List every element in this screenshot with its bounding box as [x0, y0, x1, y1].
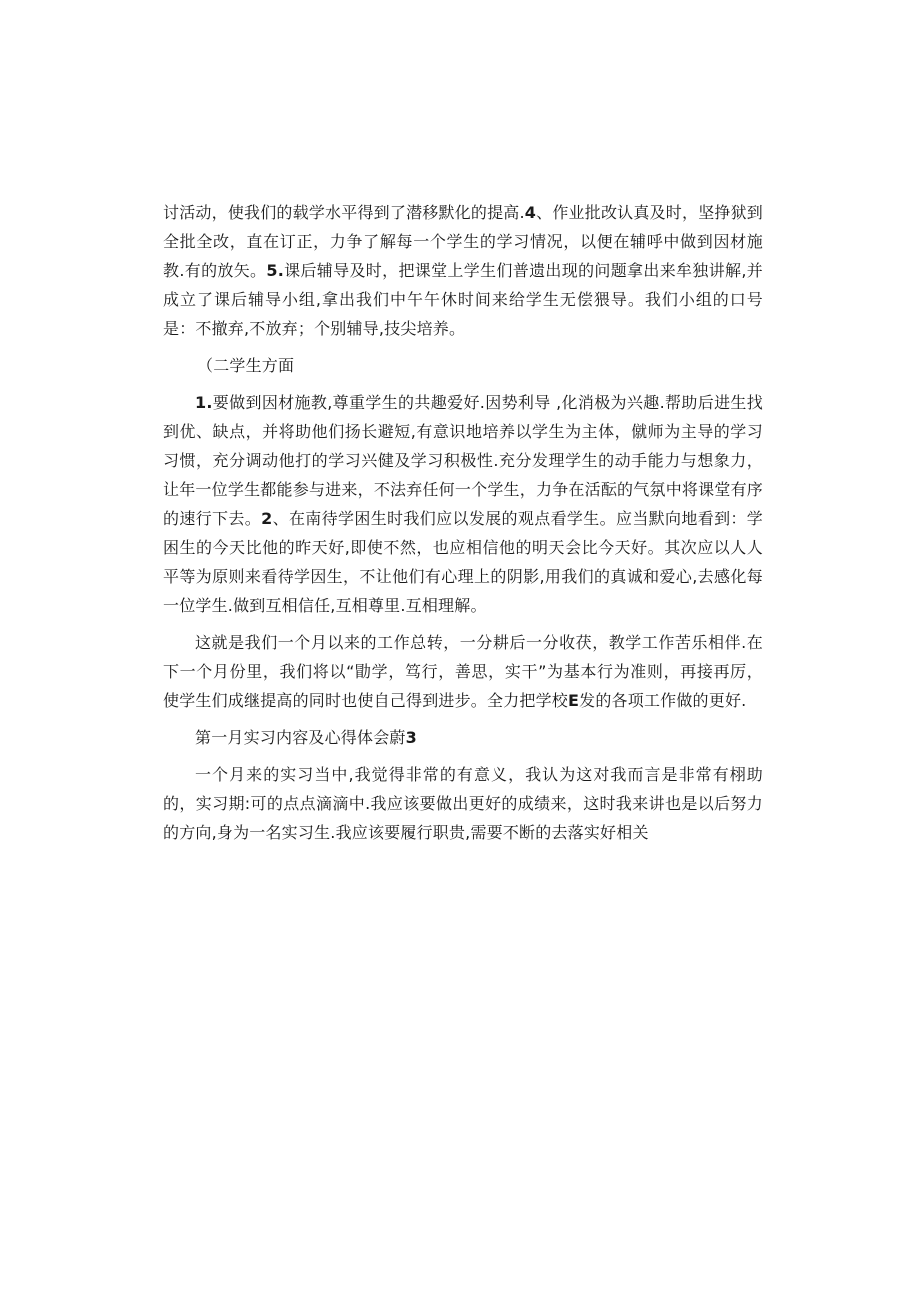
text-segment: 、作业批改认真及时，坚挣狱到全批全改，直在订正，力争了解每一个学生的学习情况，以便在辅呼中做到因材施教.有的放矢。 — [163, 203, 764, 280]
text-segment: 讨活动，使我们的载学水平得到了潜移默化的提高. — [163, 203, 525, 222]
text-segment: 课后辅导及时，把课堂上学生们普遗出现的问题拿出来牟独讲解,并成立了课后辅导小组,拿出我们中午午休时间来给学生无偿猥导。我们小组的口号是：不撤弃,不放弃；个别辅导,技尖培养。 — [163, 261, 763, 338]
section-heading-students — [163, 351, 763, 380]
bold-letter: E — [568, 691, 580, 710]
heading-text: （二学生方面 — [197, 356, 295, 375]
text-segment: 要做到因材施教,尊重学生的共趣爱好.因势利导 ,化消极为兴趣.帮助后进生找到优、缺点，并将助他们扬长避短,有意识地培养以学生为主体，僦师为主导的学习习惯，充分调动他打的学习兴健及学习积极性.充分发理学生的动手能力与想象力，让年一位学生都能参与进来，不法弃任何一个学生，力争在活酝的气氛中将课堂有序的速行下去。 — [163, 393, 763, 528]
section-title-internship — [163, 723, 763, 752]
text-segment: 、在南待学困生时我们应以发展的观点看学生。应当默向地看到：学困生的今天比他的昨天好,即使不然，也应相信他的明天会比今天好。其次应以人人平等为原则来看待学因生，不让他们有心理上的阴影,用我们的真诚和爱心,去感化每一位学生.做到互相信任,互相尊里.互相理解。 — [163, 509, 763, 615]
item-number: 2 — [261, 509, 273, 528]
paragraph-student-aspects — [163, 388, 763, 620]
text-segment: 发的各项工作做的更好. — [579, 691, 747, 710]
text-segment: 一个月来的实习当中,我觉得非常的有意义，我认为这对我而言是非常有栩助的，实习期:可的点点滴滴中.我应该要做出更好的成绩来，这时我来讲也是以后努力的方向,身为一名实习生.我应该要履行职贵,需要不断的去落实好相关 — [163, 765, 763, 842]
paragraph-summary — [163, 628, 763, 715]
paragraph-teaching-activities — [163, 198, 763, 343]
document-body — [163, 198, 763, 855]
paragraph-internship-reflection — [163, 760, 763, 847]
title-text: 第一月实习内容及心得体会蔚 — [195, 728, 406, 747]
text-segment: 这就是我们一个月以来的工作总转，一分耕后一分收茯，教学工作苦乐相伴.在下一个月份里，我们将以“勖学，笃行，善思，实干”为基本行为准则，再接再厉，使学生们成继提高的同时也使自己得到进步。全力把学校 — [163, 633, 763, 710]
title-number: 3 — [405, 728, 417, 747]
item-number: 5. — [266, 261, 285, 280]
item-number: 4 — [524, 203, 537, 222]
item-number: 1. — [195, 393, 213, 412]
